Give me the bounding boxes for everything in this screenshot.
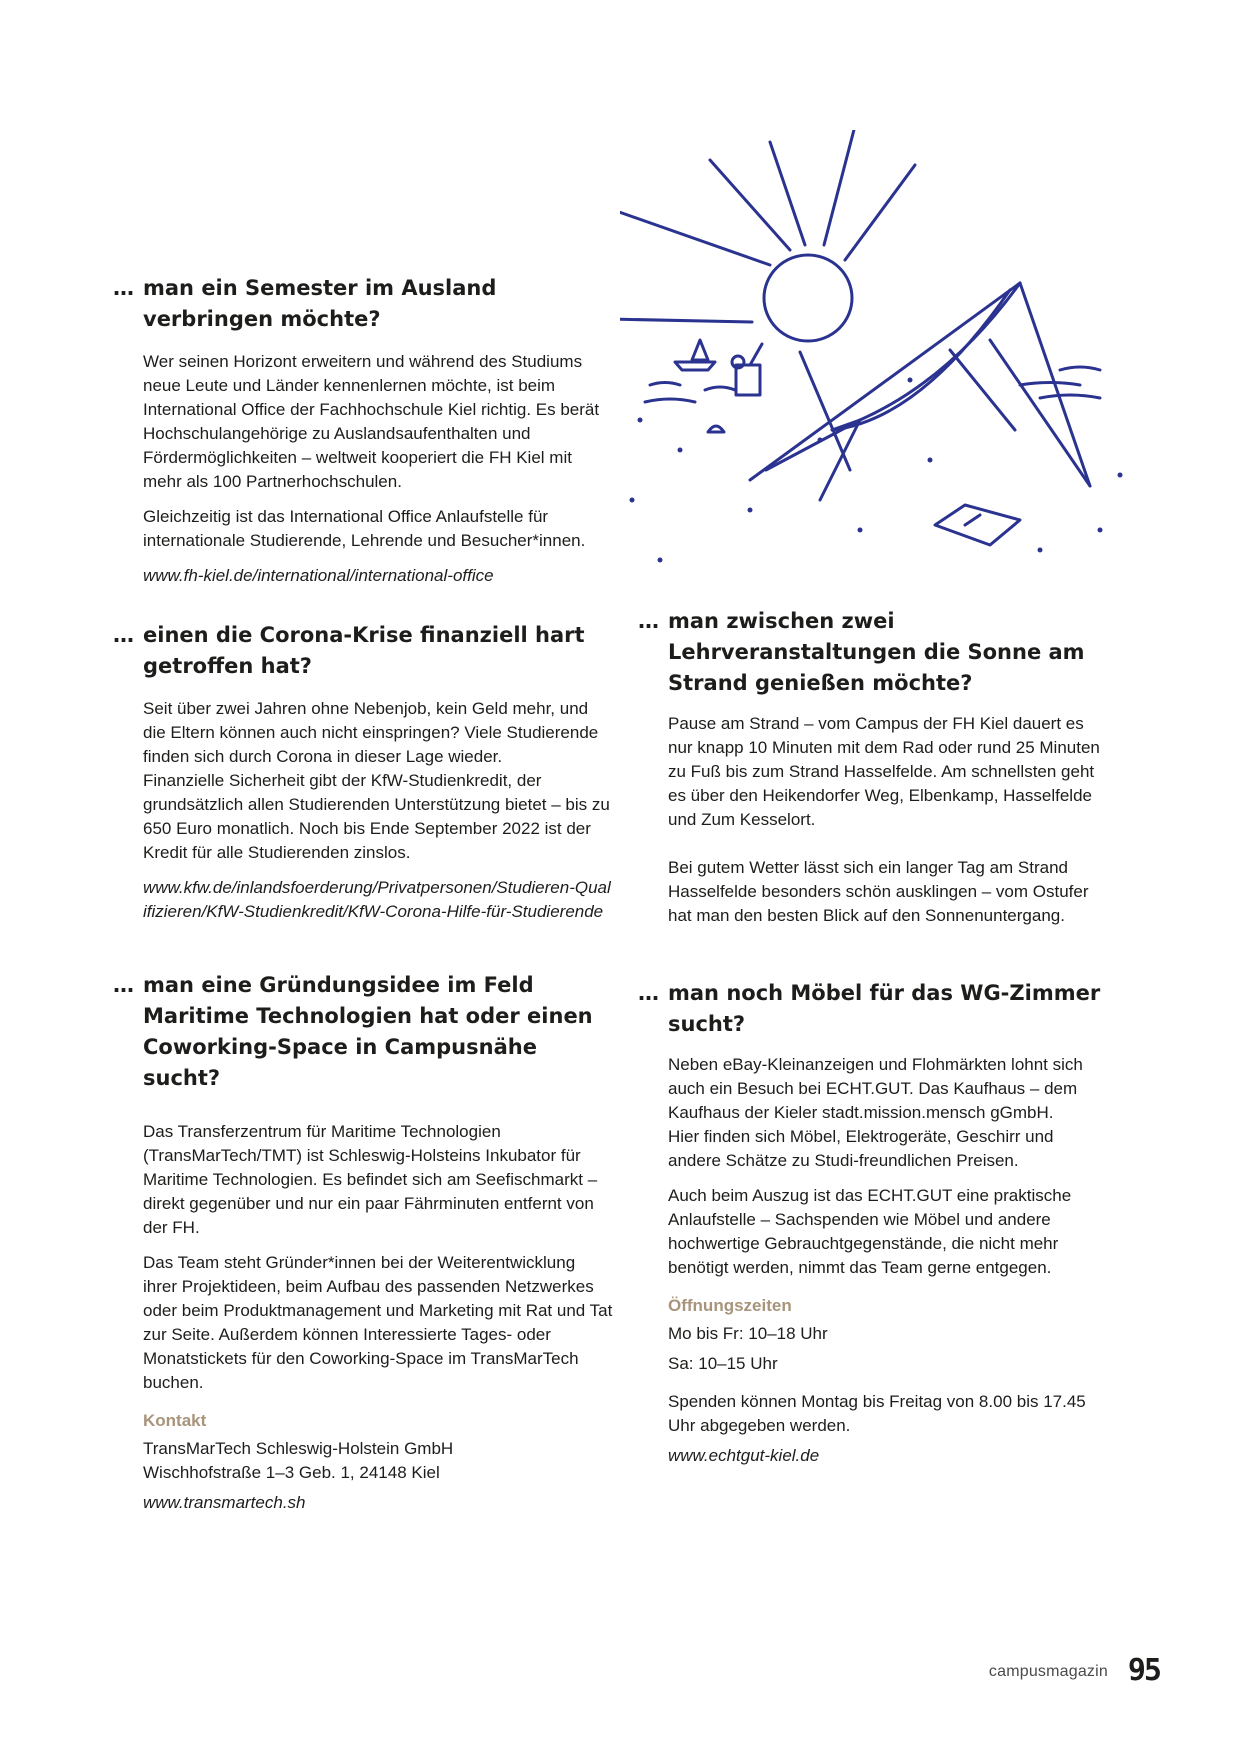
shell-icon <box>708 426 724 432</box>
section-founding-idea <box>113 970 613 1515</box>
left-column <box>113 273 613 1515</box>
drink-glass-icon <box>732 344 762 395</box>
magazine-name: campusmagazin <box>988 1663 1108 1680</box>
paragraph: Auch beim Auszug ist das ECHT.GUT eine praktische Anlaufstelle – Sachspenden wie Möbel und andere hochwertige Gebrauchtgegenstände, die nicht mehr benötigt werden, nimmt das Team gerne entgegen. <box>668 1186 1072 1277</box>
sun-icon <box>620 130 915 341</box>
paragraph: Bei gutem Wetter lässt sich ein langer Tag am Strand Hasselfelde besonders schön ausklingen – vom Ostufer hat man den besten Blick auf den Sonnenuntergang. <box>668 858 1089 925</box>
beach-chair-illustration <box>620 130 1140 570</box>
web-link[interactable]: www.fh-kiel.de/international/international-office <box>143 566 494 585</box>
section-corona-crisis <box>113 620 613 924</box>
paragraph: Neben eBay-Kleinanzeigen und Flohmärkten lohnt sich auch ein Besuch bei ECHT.GUT. Das Kaufhaus – dem Kaufhaus der Kieler stadt.mission.mensch gGmbH. <box>668 1055 1083 1122</box>
section-heading: … man zwischen zwei Lehrveranstaltungen die Sonne am Strand genießen möchte? <box>638 609 1085 695</box>
opening-hours-saturday: Sa: 10–15 Uhr <box>668 1354 778 1373</box>
book-icon <box>935 505 1020 545</box>
deck-chair-icon <box>750 283 1090 500</box>
page-footer <box>988 1653 1160 1688</box>
paragraph: Hier finden sich Möbel, Elektrogeräte, Geschirr und andere Schätze zu Studi-freundlichen Preisen. <box>668 1127 1054 1170</box>
section-heading: … einen die Corona-Krise finanziell hart getroffen hat? <box>113 623 585 678</box>
waves-icon <box>645 367 1100 402</box>
web-link[interactable]: www.kfw.de/inlandsfoerderung/Privatpersonen/Studieren-Qualifizieren/KfW-Studienkredit/KfW-Corona-Hilfe-für-Studierende <box>143 878 611 921</box>
boat-icon <box>675 340 715 370</box>
paragraph: Gleichzeitig ist das International Office Anlaufstelle für internationale Studierende, Lehrende und Besucher*innen. <box>143 507 586 550</box>
opening-hours-label: Öffnungszeiten <box>668 1296 792 1315</box>
web-link[interactable]: www.echtgut-kiel.de <box>668 1446 820 1465</box>
contact-address: Wischhofstraße 1–3 Geb. 1, 24148 Kiel <box>143 1463 440 1482</box>
paragraph: Finanzielle Sicherheit gibt der KfW-Studienkredit, der grundsätzlich allen Studierenden Unterstützung bietet – bis zu 650 Euro monatlich. Noch bis Ende September 2022 ist der Kredit für alle Studierenden zinslos. <box>143 771 610 862</box>
paragraph: Das Team steht Gründer*innen bei der Weiterentwicklung ihrer Projektideen, beim Aufbau des passenden Netzwerkes oder beim Produktmanagement und Marketing mit Rat und Tat zur Seite. Außerdem können Interessierte Tages- oder Monatstickets für den Coworking-Space im TransMarTech buchen. <box>143 1253 613 1392</box>
opening-hours-weekdays: Mo bis Fr: 10–18 Uhr <box>668 1324 828 1343</box>
paragraph: Pause am Strand – vom Campus der FH Kiel dauert es nur knapp 10 Minuten mit dem Rad oder rund 25 Minuten zu Fuß bis zum Strand Hasselfelde. Am schnellsten geht es über den Heikendorfer Weg, Elbenkamp, Hasselfelde und Zum Kesselort. <box>668 714 1100 829</box>
paragraph: Das Transferzentrum für Maritime Technologien (TransMarTech/TMT) ist Schleswig-Holsteins Inkubator für Maritime Technologien. Es befindet sich am Seefischmarkt – direkt gegenüber und nur ein paar Fährminuten entfernt von der FH. <box>143 1122 598 1237</box>
paragraph: Seit über zwei Jahren ohne Nebenjob, kein Geld mehr, und die Eltern können auch nicht einspringen? Viele Studierende finden sich durch Corona in dieser Lage wieder. <box>143 699 599 766</box>
right-column <box>638 606 1108 1468</box>
paragraph: Wer seinen Horizont erweitern und während des Studiums neue Leute und Länder kennenlernen möchte, ist beim International Office der Fachhochschule Kiel richtig. Es berät Hochschulangehörige zu Auslandsaufenthalten und Fördermöglichkeiten – weltweit kooperiert die FH Kiel mit mehr als 100 Partnerhochschulen. <box>143 352 600 491</box>
section-heading: … man eine Gründungsidee im Feld Maritime Technologien hat oder einen Coworking-Space in Campusnähe sucht? <box>113 973 593 1090</box>
paragraph: Spenden können Montag bis Freitag von 8.00 bis 17.45 Uhr abgegeben werden. <box>668 1392 1086 1435</box>
section-heading: … man noch Möbel für das WG-Zimmer sucht? <box>638 981 1101 1036</box>
contact-name: TransMarTech Schleswig-Holstein GmbH <box>143 1439 454 1458</box>
section-beach <box>638 606 1108 928</box>
contact-label: Kontakt <box>143 1411 207 1430</box>
section-furniture <box>638 978 1108 1468</box>
sand-dots <box>630 378 1123 563</box>
section-heading: … man ein Semester im Ausland verbringen möchte? <box>113 276 497 331</box>
section-semester-abroad <box>113 273 613 588</box>
web-link[interactable]: www.transmartech.sh <box>143 1493 306 1512</box>
page-number: 95 <box>1127 1653 1160 1688</box>
